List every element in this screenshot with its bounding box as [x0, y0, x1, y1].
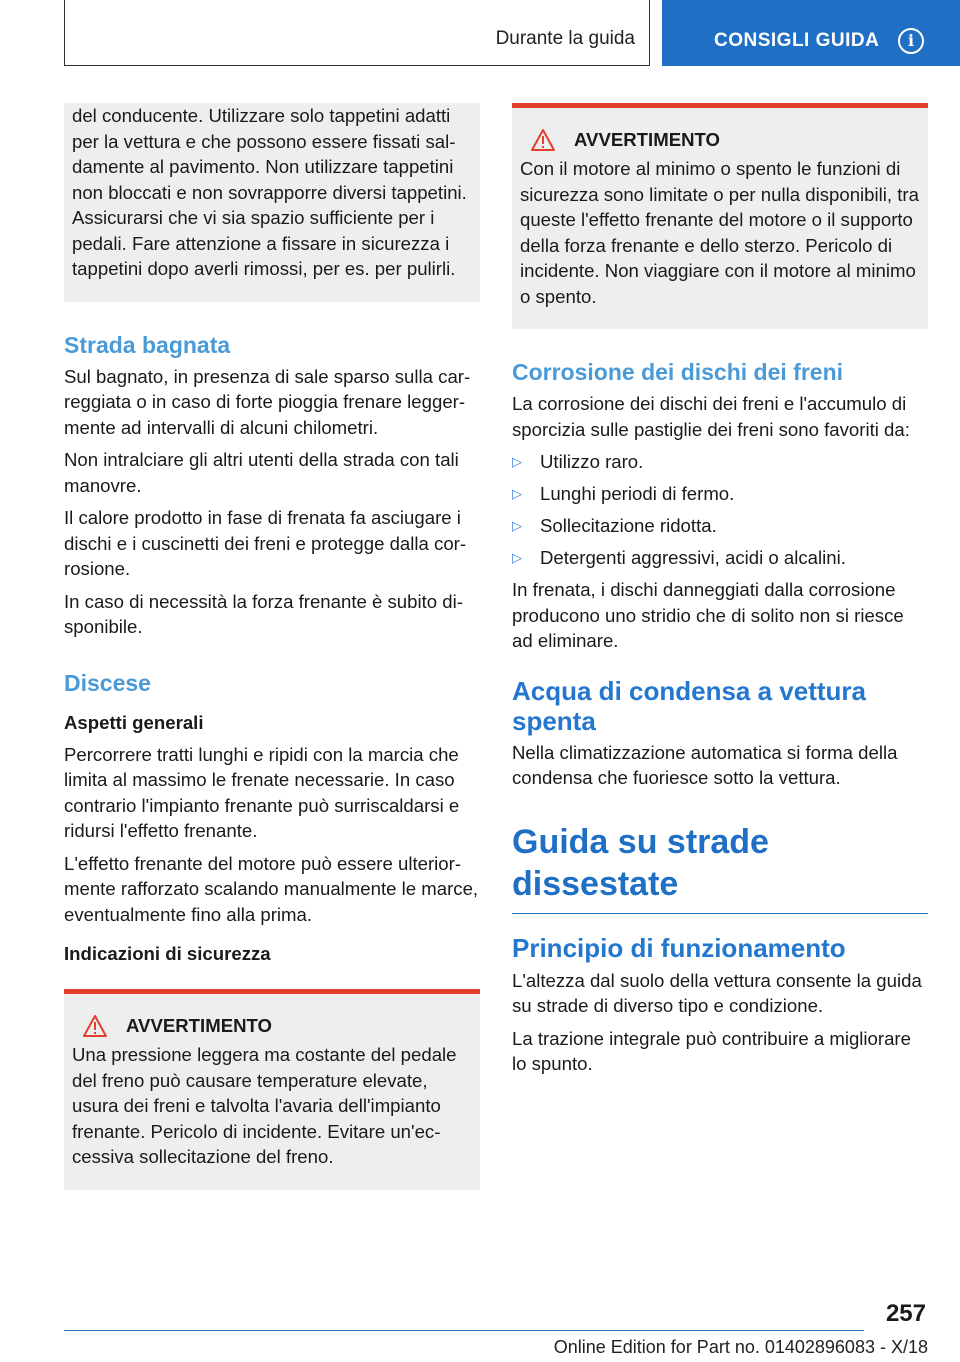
wet-road-text-1: Sul bagnato, in presenza di sale sparso sulla carreggiata o in caso di forte pioggia frenare leggermente ad intervalli di alcuni chilometri.	[64, 365, 471, 438]
warning-text: Con il motore al minimo o spento le funzioni di sicurezza sono limitate o per nulla disponibili, tra queste l'effetto frenante del motore o il supporto della forza frenante e dello sterzo. Pericolo di incidente. Non viaggiare con il motore al minimo o spento.	[520, 158, 919, 307]
list-item	[512, 449, 928, 475]
bullet-triangle-icon: ▷	[512, 518, 522, 533]
corrosion-text-2: In frenata, i dischi danneggiati dalla corrosione producono uno stridio che di solito non si riesce ad eliminare.	[512, 579, 904, 651]
wet-road-heading: Strada bagnata	[64, 331, 231, 358]
warning-triangle-icon	[530, 128, 556, 152]
general-subheading: Aspetti generali	[64, 711, 204, 733]
principle-heading: Principio di funzionamento	[512, 932, 846, 963]
wet-road-text-2: Non intralciare gli altri utenti della strada con tali manovre.	[64, 449, 459, 496]
warning-title: AVVERTIMENTO	[574, 129, 721, 150]
list-item	[512, 513, 928, 539]
corrosion-heading: Corrosione dei dischi dei freni	[512, 359, 844, 385]
footer-divider	[64, 1330, 864, 1331]
principle-text-1: L'altezza dal suolo della vettura consente la guida su strade di diverso tipo e condizione.	[512, 969, 922, 1016]
safety-subheading: Indicazioni di sicurezza	[64, 943, 271, 964]
corrosion-text-1: La corrosione dei dischi dei freni e l'accumulo di sporcizia sulle pastiglie dei freni sono favoriti da:	[512, 393, 910, 440]
condensation-heading: Acqua di condensa a vettura spenta	[512, 675, 866, 736]
bullet-triangle-icon: ▷	[512, 550, 522, 565]
warning-title: AVVERTIMENTO	[126, 1015, 273, 1036]
intro-text: del conducente. Utilizzare solo tappetini adatti per la vettura e che possono essere fissati saldamente al pavimento. Non utilizzare tappetini non bloccati e non sovrapporre diversi tappetini. Assicurarsi che vi sia spazio sufficiente per i pedali. Fare attenzione a fissare in sicurezza i tappetini dopo averli rimossi, per es. per pulirli.	[72, 105, 467, 279]
wet-road-text-3: Il calore prodotto in fase di frenata fa asciugare i dischi e i cuscinetti dei freni e protegge dalla corrosione.	[64, 507, 467, 579]
warning-box-engine	[512, 103, 928, 329]
list-item-text: Detergenti aggressivi, acidi o alcalini.	[540, 547, 846, 568]
warning-title-row	[520, 128, 920, 152]
bullet-triangle-icon: ▷	[512, 486, 522, 501]
list-item-text: Sollecitazione ridotta.	[540, 515, 717, 536]
list-item-text: Lunghi periodi di fermo.	[540, 483, 735, 504]
list-item	[512, 481, 928, 507]
right-column	[512, 103, 928, 1084]
page-number: 257	[885, 1300, 926, 1327]
warning-title-row	[72, 1014, 472, 1038]
warning-box-brake	[64, 989, 480, 1190]
warning-triangle-icon	[82, 1014, 108, 1038]
descents-heading: Discese	[64, 669, 151, 696]
list-item-text: Utilizzo raro.	[540, 451, 644, 472]
list-item	[512, 545, 928, 571]
continued-note-box	[64, 103, 480, 302]
section-title: Durante la guida	[495, 28, 635, 49]
principle-text-2: La trazione integrale può contribuire a migliorare lo spunto.	[512, 1027, 911, 1074]
general-text-1: Percorrere tratti lunghi e ripidi con la marcia che limita al massimo le frenate necessarie. In caso contrario l'impianto frenante può surriscaldarsi e ridursi l'effetto frenante.	[64, 743, 460, 841]
chapter-title: CONSIGLI GUIDA	[714, 30, 880, 51]
chapter-tab[interactable]	[662, 0, 960, 66]
general-text-2: L'effetto frenante del motore può essere ulteriormente rafforzato scalando manualmente le marce, eventualmente fino alla prima.	[64, 852, 479, 925]
info-icon[interactable]: i	[898, 28, 924, 54]
bullet-triangle-icon: ▷	[512, 454, 522, 469]
edition-info: Online Edition for Part no. 01402896083 - X/18	[553, 1337, 928, 1357]
page-header	[0, 0, 960, 66]
left-column	[64, 103, 480, 1190]
wet-road-text-4: In caso di necessità la forza frenante è subito disponibile.	[64, 590, 463, 637]
section-tab[interactable]	[64, 0, 650, 66]
corrosion-list	[512, 449, 928, 571]
warning-text: Una pressione leggera ma costante del pedale del freno può causare temperature elevate, usura dei freni e talvolta l'avaria dell'impianto frenante. Pericolo di incidente. Evitare un'eccessiva sollecitazione del freno.	[72, 1044, 457, 1167]
condensation-text: Nella climatizzazione automatica si forma della condensa che fuoriesce sotto la vettura.	[512, 741, 898, 788]
rough-roads-title: Guida su strade dissestate	[512, 821, 928, 914]
